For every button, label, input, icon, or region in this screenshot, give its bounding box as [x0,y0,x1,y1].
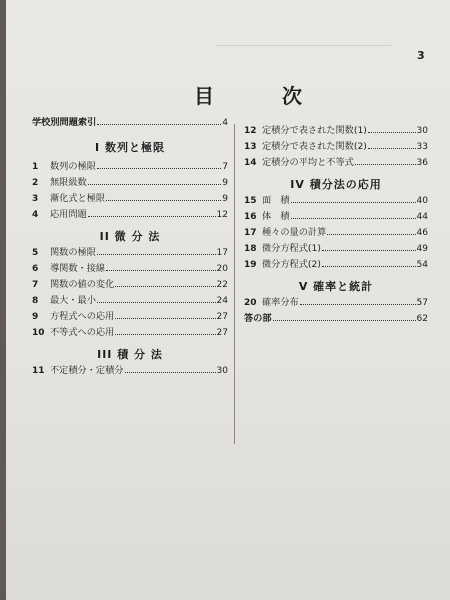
item-number: 15 [244,196,257,206]
toc-item [32,264,228,280]
dot-leader [97,118,221,125]
item-number: 4 [32,210,39,220]
item-label: 数列の極限 [50,161,96,172]
answers-page: 62 [416,314,428,324]
dot-leader [88,210,216,217]
toc-item [32,178,228,194]
item-page: 49 [416,244,428,254]
index-label: 学校別問題索引 [32,117,97,128]
item-page: 20 [216,264,228,274]
toc-item [32,280,228,296]
item-label: 微分方程式(2) [262,259,321,270]
dot-leader [300,298,416,305]
dot-leader [106,194,221,201]
dot-leader [125,366,216,373]
answers-label: 答の部 [244,313,272,324]
item-page: 24 [216,296,228,306]
item-label: 定積分の平均と不等式 [262,157,354,168]
toc-item [32,296,228,312]
dot-leader [97,162,221,169]
item-page: 40 [416,196,428,206]
item-page: 9 [222,194,228,204]
item-label: 微分方程式(1) [262,243,321,254]
toc-item [244,298,428,314]
index-entry [32,118,228,134]
dot-leader [97,248,216,255]
item-page: 36 [416,158,428,168]
item-page: 27 [216,312,228,322]
item-label: 不等式への応用 [50,327,115,338]
page-title [194,80,304,109]
title-char-2: 次 [282,84,304,108]
item-label: 種々の量の計算 [262,227,327,238]
toc-item [244,228,428,244]
toc-item [32,210,228,226]
dot-leader [368,126,416,133]
item-page: 17 [216,248,228,258]
item-number: 12 [244,126,257,136]
toc-item [244,142,428,158]
toc-item [244,260,428,276]
toc-item [32,366,228,382]
dot-leader [106,264,215,271]
item-page: 12 [216,210,228,220]
header-rule [216,45,391,46]
section-heading: I 数列と極限 [95,141,165,154]
item-label: 関数の値の変化 [50,279,115,290]
dot-leader [322,244,416,251]
dot-leader [115,280,215,287]
item-number: 6 [32,264,39,274]
answers-entry [244,314,428,330]
dot-leader [115,328,215,335]
item-number: 10 [32,328,45,338]
column-divider [234,124,235,444]
toc-item [244,244,428,260]
section-heading: III 積 分 法 [97,348,163,361]
index-page: 4 [222,118,228,128]
toc-item [244,126,428,142]
item-number: 13 [244,142,257,152]
dot-leader [273,314,416,321]
page-number: 3 [417,49,425,62]
toc-item [244,212,428,228]
item-number: 17 [244,228,257,238]
item-number: 14 [244,158,257,168]
item-label: 導関数・接線 [50,263,106,274]
item-page: 33 [416,142,428,152]
item-page: 57 [416,298,428,308]
item-number: 8 [32,296,39,306]
title-char-1: 目 [194,84,216,108]
item-number: 16 [244,212,257,222]
item-page: 30 [416,126,428,136]
toc-item [32,194,228,210]
dot-leader [291,196,416,203]
item-label: 最大・最小 [50,295,96,306]
section-heading: IV 積分法の応用 [290,178,382,191]
item-number: 3 [32,194,39,204]
item-page: 30 [216,366,228,376]
item-label: 無限級数 [50,177,87,188]
item-page: 7 [222,162,228,172]
item-number: 9 [32,312,39,322]
toc-item [32,328,228,344]
item-page: 54 [416,260,428,270]
dot-leader [97,296,216,303]
item-label: 定積分で表された関数(2) [262,141,367,152]
section-heading: V 確率と統計 [298,280,374,293]
dot-leader [355,158,416,165]
item-number: 18 [244,244,257,254]
toc-item [32,248,228,264]
toc-item [244,158,428,174]
toc-left-column [32,118,228,382]
toc-item [32,312,228,328]
dot-leader [327,228,415,235]
item-page: 46 [416,228,428,238]
item-label: 定積分で表された関数(1) [262,125,367,136]
item-number: 2 [32,178,39,188]
dot-leader [88,178,222,185]
dot-leader [115,312,215,319]
item-label: 不定積分・定積分 [50,365,124,376]
item-label: 確率分布 [262,297,299,308]
item-label: 面 積 [262,195,290,206]
item-label: 方程式への応用 [50,311,115,322]
item-label: 体 積 [262,211,290,222]
item-number: 11 [32,366,45,376]
dot-leader [322,260,416,267]
item-page: 44 [416,212,428,222]
item-page: 27 [216,328,228,338]
item-label: 関数の極限 [50,247,96,258]
item-number: 1 [32,162,39,172]
toc-item [32,162,228,178]
toc-page [6,0,450,600]
item-number: 7 [32,280,39,290]
section-heading: II 微 分 法 [99,230,161,243]
item-page: 22 [216,280,228,290]
toc-item [244,196,428,212]
item-number: 5 [32,248,39,258]
item-page: 9 [222,178,228,188]
item-number: 20 [244,298,257,308]
item-label: 応用問題 [50,209,87,220]
dot-leader [368,142,416,149]
dot-leader [291,212,416,219]
item-number: 19 [244,260,257,270]
item-label: 漸化式と極限 [50,193,106,204]
toc-right-column [244,126,428,330]
